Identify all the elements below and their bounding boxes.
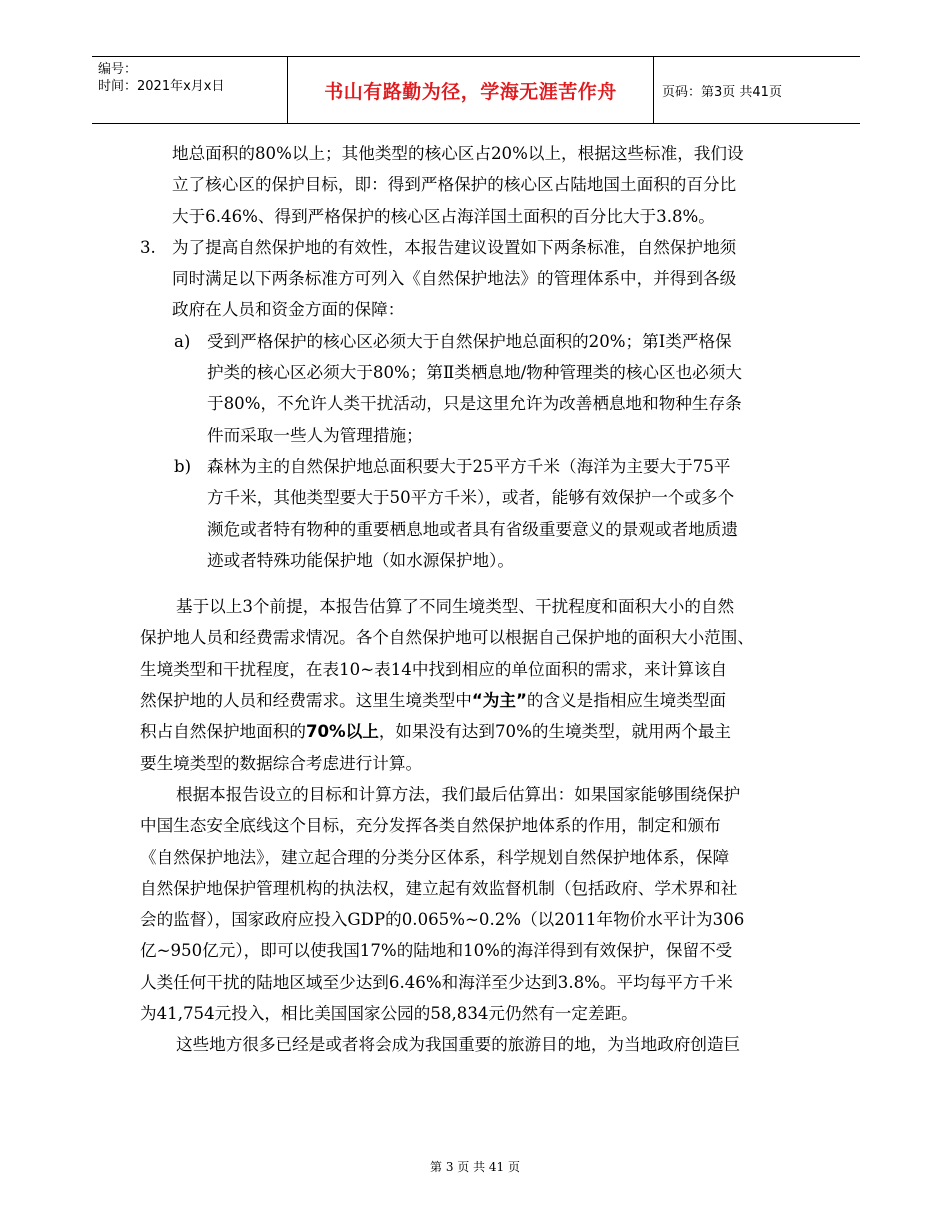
text-line: 护类的核心区必须大于80%；第Ⅱ类栖息地/物种管理类的核心区也必须大: [207, 363, 742, 383]
text-span: 然保护地的人员和经费需求。这里生境类型中: [140, 691, 472, 711]
text-line: 中国生态安全底线这个目标，充分发挥各类自然保护地体系的作用，制定和颁布: [140, 816, 721, 836]
text-line: 亿~950亿元），即可以使我国17%的陆地和10%的海洋得到有效保护，保留不受: [140, 941, 733, 961]
text-line: 要生境类型的数据综合考虑进行计算。: [140, 753, 423, 773]
text-line: 政府在人员和资金方面的保障：: [172, 300, 405, 320]
text-span: 的含义是指相应生境类型面: [526, 691, 726, 711]
paragraph-2: [140, 779, 812, 1029]
page-footer: 第 3 页 共 41 页: [430, 1160, 520, 1174]
document-number-label: 编号：: [98, 62, 138, 77]
text-line: 地总面积的80%以上；其他类型的核心区占20%以上，根据这些标准，我们设: [172, 144, 744, 163]
text-line: 同时满足以下两条标准方可列入《自然保护地法》的管理体系中，并得到各级: [172, 269, 737, 289]
paragraph-3: [140, 1029, 812, 1060]
document-body: [140, 138, 812, 1061]
sub-list-marker: b): [174, 456, 192, 476]
list-item-3: [140, 232, 812, 326]
text-line: 会的监督），国家政府应投入GDP的0.065%~0.2%（以2011年物价水平计为306: [140, 910, 745, 930]
header-page-info: 页码：第3页 共41页: [662, 84, 782, 100]
page-header: [92, 56, 860, 124]
text-span: ，如果没有达到70%的生境类型，就用两个最主: [378, 722, 732, 742]
list-item-text: 为了提高自然保护地的有效性，本报告建议设置如下两条标准，自然保护地须: [172, 237, 737, 257]
sub-list-marker: a): [174, 331, 191, 351]
sub-item-text: 受到严格保护的核心区必须大于自然保护地总面积的20%；第Ⅰ类严格保: [207, 331, 732, 351]
text-line: 这些地方很多已经是或者将会成为我国重要的旅游目的地，为当地政府创造巨: [176, 1035, 741, 1055]
paragraph-1: [140, 591, 812, 779]
header-motto: 书山有路勤为径，学海无涯苦作舟: [288, 57, 654, 123]
text-line: [140, 326, 812, 357]
text-line: [140, 685, 812, 716]
text-line: 为41,754元投入，相比美国国家公园的58,834元仍然有一定差距。: [140, 1004, 638, 1024]
continued-text: [140, 138, 812, 232]
text-line: 《自然保护地法》，建立起合理的分类分区体系，科学规划自然保护地体系，保障: [140, 847, 730, 867]
text-line: 基于以上3个前提，本报告估算了不同生境类型、干扰程度和面积大小的自然: [176, 597, 735, 617]
document-date: 时间：2021年x月x日: [98, 79, 225, 94]
sub-item-b: [140, 451, 812, 576]
text-line: 方千米，其他类型要大于50平方千米），或者，能够有效保护一个或多个: [207, 488, 735, 508]
sub-item-text: 森林为主的自然保护地总面积要大于25平方千米（海洋为主要大于75平: [207, 456, 731, 476]
text-line: 立了核心区的保护目标，即：得到严格保护的核心区占陆地国土面积的百分比: [172, 175, 737, 195]
text-line: 于80%，不允许人类干扰活动，只是这里允许为改善栖息地和物种生存条: [207, 394, 742, 414]
text-span: 积占自然保护地面积的: [140, 722, 306, 742]
text-line: [140, 716, 812, 747]
text-line: [140, 232, 812, 263]
text-line: [140, 451, 812, 482]
text-line: 迹或者特殊功能保护地（如水源保护地）。: [207, 550, 514, 570]
text-line: 自然保护地保护管理机构的执法权，建立起有效监督机制（包括政府、学术界和社: [140, 878, 738, 898]
text-line: 大于6.46%、得到严格保护的核心区占海洋国土面积的百分比大于3.8%。: [172, 206, 715, 226]
text-line: 生境类型和干扰程度，在表10~表14中找到相应的单位面积的需求，来计算该自: [140, 659, 728, 679]
text-line: 濒危或者特有物种的重要栖息地或者具有省级重要意义的景观或者地质遗: [207, 519, 738, 539]
text-line: 件而采取一些人为管理措施；: [207, 425, 423, 445]
text-line: 保护地人员和经费需求情况。各个自然保护地可以根据自己保护地的面积大小范围、: [140, 628, 754, 648]
text-line: 根据本报告设立的目标和计算方法，我们最后估算出：如果国家能够围绕保护: [176, 784, 741, 804]
header-meta: [92, 57, 288, 123]
sub-item-a: [140, 326, 812, 451]
list-marker: 3.: [140, 237, 156, 257]
emphasis-text: “为主”: [471, 691, 527, 711]
emphasis-text: 70%以上: [305, 722, 379, 742]
text-line: 人类任何干扰的陆地区域至少达到6.46%和海洋至少达到3.8%。平均每平方千米: [140, 972, 733, 992]
